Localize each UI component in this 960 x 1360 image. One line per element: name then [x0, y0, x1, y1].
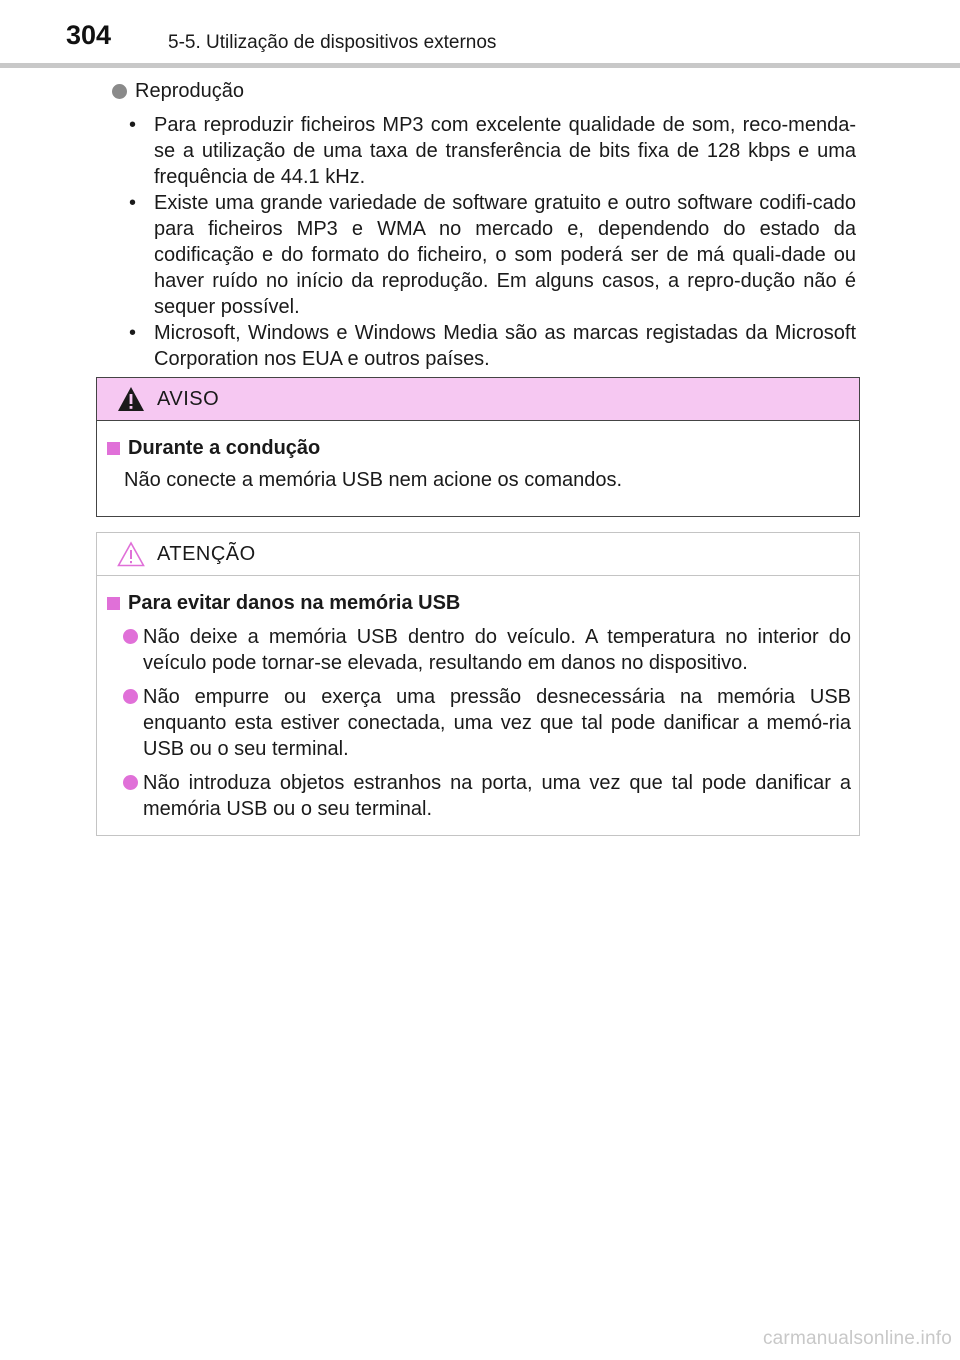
caution-item-text: Não deixe a memória USB dentro do veículo. A temperatura no interior do veículo pode tornar-se elevada, resultando em danos no dispositivo. — [143, 626, 851, 674]
bullet-dot-icon — [123, 775, 138, 790]
warning-box — [96, 377, 860, 517]
square-bullet-icon — [107, 597, 120, 610]
list-item — [112, 112, 856, 190]
caution-box-body — [97, 576, 859, 822]
list-item-text: Para reproduzir ficheiros MP3 com excelente qualidade de som, reco-menda-se a utilização de uma taxa de transferência de bits fixa de 128 kbps e uma frequência de 44.1 kHz. — [154, 114, 856, 188]
caution-subheading-text: Para evitar danos na memória USB — [128, 592, 461, 614]
caution-box-header — [97, 533, 859, 576]
warning-label: AVISO — [157, 388, 220, 410]
header-divider — [0, 63, 960, 68]
list-item — [112, 320, 856, 372]
warning-text: Não conecte a memória USB nem acione os comandos. — [124, 469, 623, 491]
warning-subheading — [107, 435, 849, 461]
page-number: 304 — [66, 20, 112, 50]
caution-triangle-icon — [117, 541, 145, 567]
bullet-icon: • — [129, 114, 137, 136]
caution-item — [107, 624, 851, 676]
warning-box-body — [97, 421, 859, 493]
main-content — [112, 78, 856, 372]
caution-subheading — [107, 590, 849, 616]
warning-subheading-text: Durante a condução — [128, 437, 321, 459]
caution-item — [107, 684, 851, 762]
caution-item-text: Não empurre ou exerça uma pressão desnecessária na memória USB enquanto esta estiver conectada, uma vez que tal pode danificar a memó-ria USB ou o seu terminal. — [143, 686, 851, 760]
bullet-dot-icon — [112, 84, 127, 99]
square-bullet-icon — [107, 442, 120, 455]
list-item-text: Microsoft, Windows e Windows Media são as marcas registadas da Microsoft Corporation nos EUA e outros países. — [154, 322, 856, 370]
warning-triangle-icon — [117, 386, 145, 412]
caution-item-text: Não introduza objetos estranhos na porta, uma vez que tal pode danificar a memória USB ou o seu terminal. — [143, 772, 851, 820]
bullet-icon: • — [129, 192, 137, 214]
bullet-dot-icon — [123, 629, 138, 644]
warning-box-header — [97, 378, 859, 421]
caution-item — [107, 770, 851, 822]
list-item-text: Existe uma grande variedade de software gratuito e outro software codifi-cado para ficheiros MP3 e WMA no mercado e, dependendo do estado da codificação e do formato do ficheiro, o som poderá ser de má quali-dade ou haver ruído no início da reprodução. Em alguns casos, a repro-dução não é sequer possível. — [154, 192, 856, 318]
playback-heading — [112, 78, 856, 104]
bullet-dot-icon — [123, 689, 138, 704]
playback-heading-text: Reprodução — [135, 80, 244, 102]
bullet-icon: • — [129, 322, 137, 344]
watermark: carmanualsonline.info — [762, 1328, 952, 1349]
page-header — [0, 0, 960, 62]
section-title: 5-5. Utilização de dispositivos externos — [168, 32, 497, 53]
caution-box — [96, 532, 860, 836]
caution-label: ATENÇÃO — [157, 543, 256, 565]
playback-list — [112, 112, 856, 372]
list-item — [112, 190, 856, 320]
